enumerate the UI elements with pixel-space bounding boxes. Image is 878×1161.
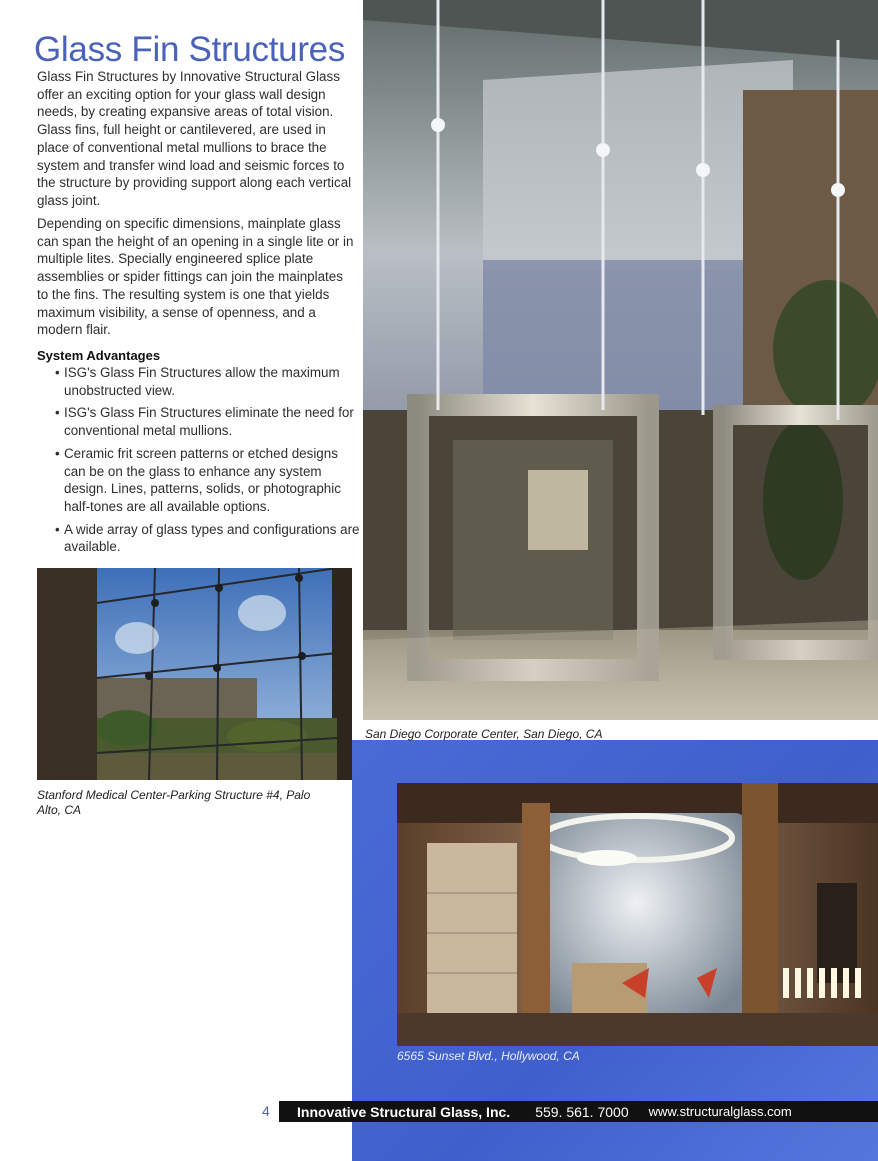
footer-phone: 559. 561. 7000: [535, 1103, 629, 1120]
footer-website-link[interactable]: www.structuralglass.com: [648, 1104, 792, 1119]
stanford-parking-photo: [37, 568, 352, 780]
sunset-blvd-photo: [397, 783, 878, 1046]
intro-paragraph-1: Glass Fin Structures by Innovative Structural Glass offer an exciting option for your glass wall design needs, by creating expansive areas of total vision. Glass fins, full height or cantilevered, are used in place of conventional metal mullions to brace the system and transfer wind load and seismic forces to the structure by providing support along each vertical glass joint.: [37, 69, 352, 208]
advantage-item: • ISG's Glass Fin Structures eliminate the need for conventional metal mullions.: [64, 404, 360, 439]
intro-paragraph-2: Depending on specific dimensions, mainplate glass can span the height of an opening in a single lite or in multiple lites. Specially engineered splice plate assemblies or spider fittings can join the mainplates to the fins. The resulting system is one that yields maximum visibility, a sense of openness, and a modern flair.: [37, 216, 354, 338]
advantages-heading: System Advantages: [37, 348, 161, 363]
advantage-item: • A wide array of glass types and configurations are available.: [64, 521, 360, 556]
footer-bar: [279, 1101, 878, 1122]
page-number: 4: [262, 1103, 270, 1119]
caption-stanford: Stanford Medical Center-Parking Structure #4, Palo Alto, CA: [37, 788, 311, 817]
caption-san-diego: San Diego Corporate Center, San Diego, CA: [365, 727, 603, 741]
page-title: Glass Fin Structures: [34, 30, 346, 69]
san-diego-lobby-photo: [363, 0, 878, 720]
advantage-item: • ISG's Glass Fin Structures allow the maximum unobstructed view.: [64, 364, 360, 399]
advantage-item: • Ceramic frit screen patterns or etched designs can be on the glass to enhance any system design. Lines, patterns, solids, or photographic half-tones are all available options.: [64, 445, 360, 516]
footer-company-name: Innovative Structural Glass, Inc.: [297, 1103, 511, 1120]
advantages-list: [64, 364, 360, 561]
caption-sunset: 6565 Sunset Blvd., Hollywood, CA: [397, 1049, 580, 1063]
